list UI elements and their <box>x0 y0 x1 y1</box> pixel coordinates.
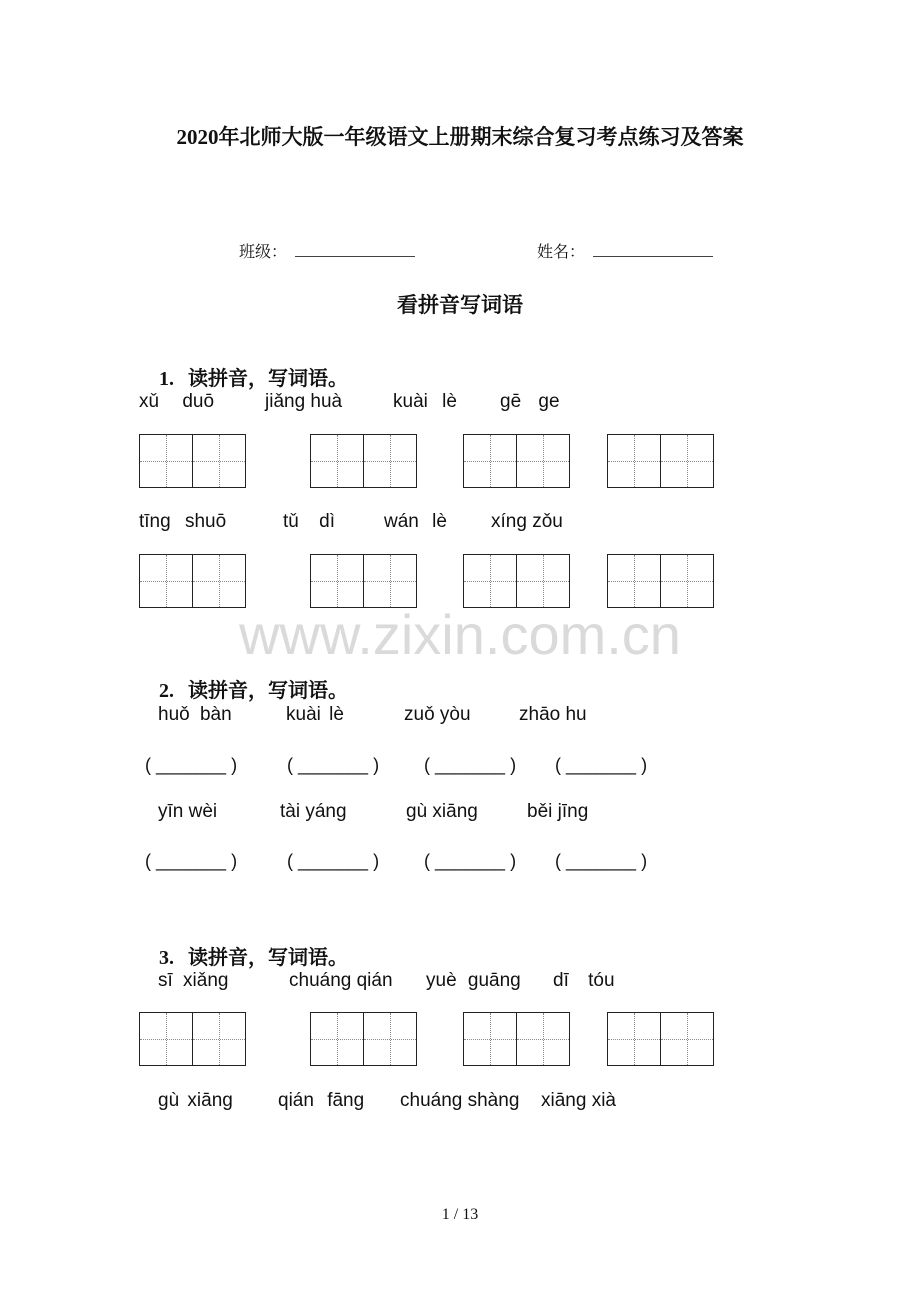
pinyin-prompt: xiāng xià <box>541 1090 616 1111</box>
pinyin-prompt: zuǒ yòu <box>404 704 471 725</box>
writing-grid <box>463 554 570 608</box>
writing-cell <box>608 555 660 607</box>
answer-blank: ( _______ ) <box>287 851 380 871</box>
question-instruction: 读拼音，写词语。 <box>188 368 348 390</box>
pinyin-prompt: zhāo hu <box>519 704 587 725</box>
writing-cell <box>464 435 516 487</box>
pinyin-prompt: xǔ duō <box>139 391 215 412</box>
writing-cell <box>464 555 516 607</box>
question-number: 3. <box>159 947 174 969</box>
pinyin-prompt: yuè guāng <box>426 970 521 991</box>
writing-grid <box>310 434 417 488</box>
pinyin-prompt: běi jīng <box>527 801 589 822</box>
answer-blank: ( _______ ) <box>424 851 517 871</box>
pinyin-prompt: tǔ dì <box>283 511 335 532</box>
pinyin-prompt: qián fāng <box>278 1090 365 1111</box>
writing-cell <box>140 1013 192 1065</box>
writing-cell <box>608 435 660 487</box>
answer-blank: ( _______ ) <box>555 755 648 775</box>
writing-grid <box>607 1012 714 1066</box>
writing-cell <box>192 555 245 607</box>
pinyin-prompt: chuáng qián <box>289 970 393 991</box>
writing-cell <box>363 435 416 487</box>
writing-grid <box>607 554 714 608</box>
writing-grid <box>607 434 714 488</box>
pinyin-prompt: sī xiǎng <box>158 970 229 991</box>
pinyin-prompt: kuài lè <box>393 391 457 412</box>
answer-blank: ( _______ ) <box>555 851 648 871</box>
question-instruction: 读拼音，写词语。 <box>188 680 348 702</box>
writing-cell <box>660 435 713 487</box>
writing-cell <box>516 1013 569 1065</box>
pinyin-prompt: xíng zǒu <box>491 511 563 532</box>
writing-grid <box>139 554 246 608</box>
writing-cell <box>516 435 569 487</box>
writing-grid <box>310 1012 417 1066</box>
class-underline <box>295 239 415 257</box>
pinyin-prompt: huǒ bàn <box>158 704 232 725</box>
writing-cell <box>363 555 416 607</box>
writing-cell <box>311 435 363 487</box>
answer-blank: ( _______ ) <box>145 851 238 871</box>
document-title: 2020年北师大版一年级语文上册期末综合复习考点练习及答案 <box>176 125 744 149</box>
page-indicator: 1 / 13 <box>441 1206 479 1223</box>
writing-cell <box>140 555 192 607</box>
name-underline <box>593 239 713 257</box>
pinyin-prompt: tīng shuō <box>139 511 227 532</box>
pinyin-prompt: gē ge <box>500 391 560 412</box>
class-label: 班级： <box>239 244 288 261</box>
pinyin-prompt: jiǎng huà <box>265 391 343 412</box>
pinyin-prompt: dī tóu <box>553 970 615 991</box>
question-instruction: 读拼音，写词语。 <box>188 947 348 969</box>
writing-cell <box>660 555 713 607</box>
pinyin-prompt: gù xiāng <box>406 801 478 822</box>
writing-cell <box>140 435 192 487</box>
answer-blank: ( _______ ) <box>145 755 238 775</box>
answer-blank: ( _______ ) <box>424 755 517 775</box>
writing-cell <box>311 555 363 607</box>
writing-cell <box>464 1013 516 1065</box>
question-number: 1. <box>159 368 174 390</box>
writing-grid <box>463 434 570 488</box>
name-label: 姓名： <box>537 244 586 261</box>
pinyin-prompt: chuáng shàng <box>400 1090 520 1111</box>
writing-cell <box>192 1013 245 1065</box>
pinyin-prompt: tài yáng <box>280 801 347 822</box>
pinyin-prompt: yīn wèi <box>158 801 218 822</box>
writing-cell <box>516 555 569 607</box>
writing-cell <box>311 1013 363 1065</box>
writing-grid <box>463 1012 570 1066</box>
writing-cell <box>660 1013 713 1065</box>
pinyin-prompt: gù xiāng <box>158 1090 233 1111</box>
answer-blank: ( _______ ) <box>287 755 380 775</box>
writing-cell <box>363 1013 416 1065</box>
writing-grid <box>139 1012 246 1066</box>
pinyin-prompt: kuài lè <box>286 704 344 725</box>
question-number: 2. <box>159 680 174 702</box>
writing-cell <box>192 435 245 487</box>
writing-grid <box>310 554 417 608</box>
watermark: www.zixin.com.cn <box>239 603 681 666</box>
writing-cell <box>608 1013 660 1065</box>
class-field <box>223 215 415 289</box>
pinyin-prompt: wán lè <box>384 511 447 532</box>
name-field <box>521 215 713 289</box>
section-heading: 看拼音写词语 <box>397 293 523 317</box>
writing-grid <box>139 434 246 488</box>
